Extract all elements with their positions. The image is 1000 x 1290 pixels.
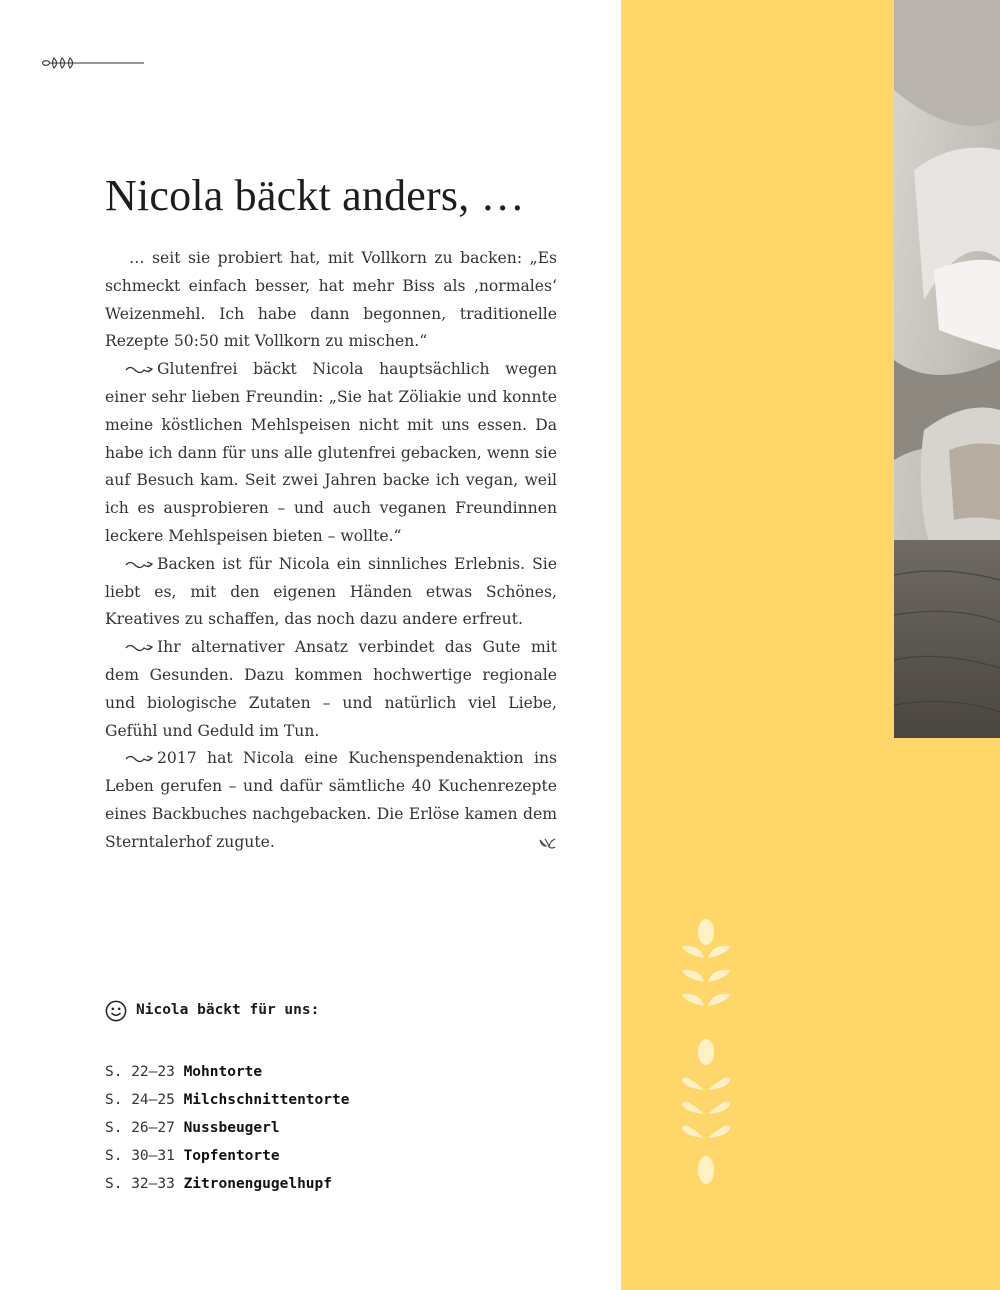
leaf-ornament-icon — [40, 54, 146, 72]
page-range: S. 32–33 — [105, 1176, 175, 1192]
page-range: S. 22–23 — [105, 1064, 175, 1080]
list-item — [105, 1086, 349, 1114]
paragraph-text: … seit sie probiert hat, mit Vollkorn zu backen: „Es schmeckt einfach besser, hat mehr Biss als ‚normales‘ Weizenmehl. Ich habe dann begonnen, traditionelle Rezepte 50:50 mit Vollkorn zu mischen.“ — [105, 249, 557, 351]
tilde-marker-icon — [125, 754, 155, 764]
paragraph-text: Glutenfrei bäckt Nicola hauptsächlich wegen einer sehr lieben Freundin: „Sie hat Zöliakie und konnte meine köstlichen Mehlspeisen nicht mit uns essen. Da habe ich dann für uns alle glutenfrei gebacken, wenn sie auf Besuch kam. Seit zwei Jahren backe ich vegan, weil ich es ausprobieren – und auch veganen Freundinnen leckere Mehlspeisen bieten – wollte.“ — [105, 360, 557, 545]
tilde-marker-icon — [125, 643, 155, 653]
list-item — [105, 1142, 349, 1170]
paragraph-text: Ihr alternativer Ansatz verbindet das Gute mit dem Gesunden. Dazu kommen hochwertige regionale und biologische Zutaten – und natürlich viel Liebe, Gefühl und Geduld im Tun. — [105, 638, 557, 740]
page-range: S. 24–25 — [105, 1092, 175, 1108]
recipe-name: Topfentorte — [183, 1148, 280, 1164]
page-title: Nicola bäckt anders, … — [105, 171, 525, 220]
paragraph-3 — [105, 551, 557, 634]
list-item — [105, 1170, 349, 1198]
smiley-icon — [105, 1000, 127, 1022]
page-range: S. 30–31 — [105, 1148, 175, 1164]
paragraph-text: 2017 hat Nicola eine Kuchenspendenaktion ins Leben gerufen – und dafür sämtliche 40 Kuchenrezepte eines Backbuches nachgebacken. Die Erlöse kamen dem Sterntalerhof zugute. — [105, 749, 557, 851]
recipe-name: Mohntorte — [183, 1064, 263, 1080]
recipe-list — [105, 1058, 349, 1198]
baking-photo — [894, 0, 1000, 738]
recipe-name: Nussbeugerl — [183, 1120, 280, 1136]
bakes-for-us-heading: Nicola bäckt für uns: — [136, 1002, 320, 1018]
recipe-name: Zitronengugelhupf — [183, 1176, 332, 1192]
wheat-ear-icon — [680, 918, 732, 1188]
paragraph-5 — [105, 745, 557, 856]
article-body — [105, 245, 557, 857]
page-range: S. 26–27 — [105, 1120, 175, 1136]
paragraph-4 — [105, 634, 557, 745]
list-item — [105, 1114, 349, 1142]
paragraph-text: Backen ist für Nicola ein sinnliches Erlebnis. Sie liebt es, mit den eigenen Händen etwas Schönes, Kreatives zu schaffen, das noch dazu andere erfreut. — [105, 554, 557, 629]
tilde-marker-icon — [125, 560, 155, 570]
paragraph-2 — [105, 356, 557, 551]
list-item — [105, 1058, 349, 1086]
recipe-name: Milchschnittentorte — [183, 1092, 350, 1108]
tilde-marker-icon — [125, 365, 155, 375]
paragraph-1 — [105, 245, 557, 356]
end-ornament-icon — [538, 837, 558, 851]
